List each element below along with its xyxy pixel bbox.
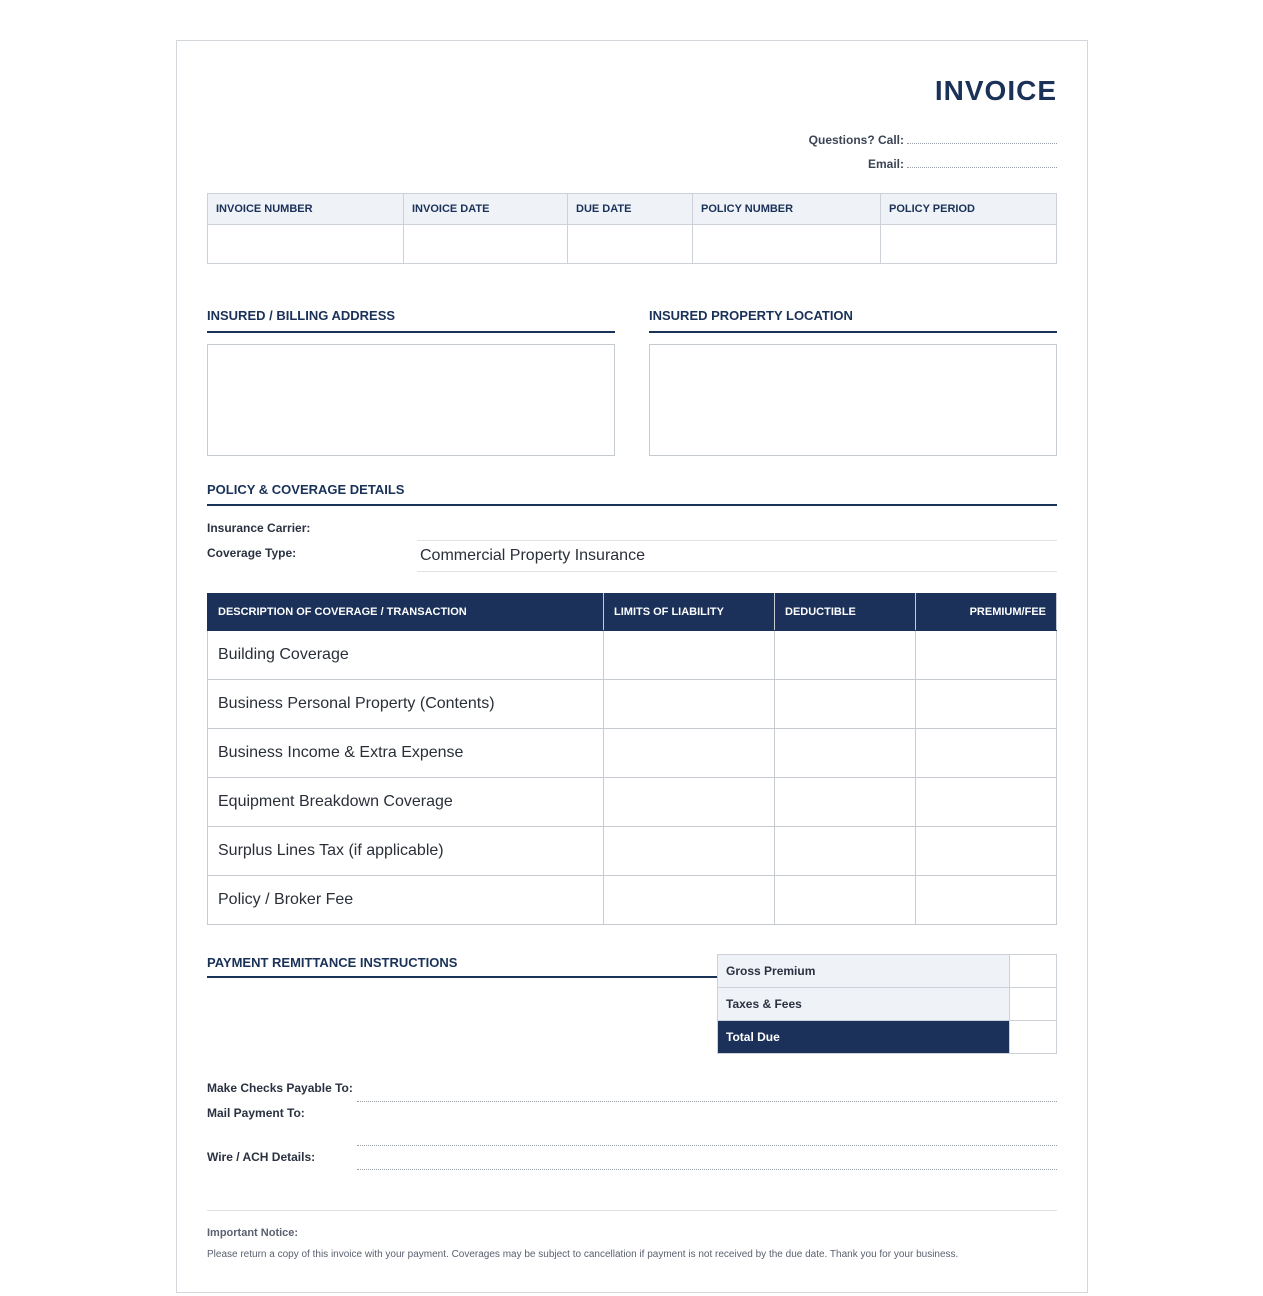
deductible-cell[interactable]: [775, 778, 916, 827]
coverage-table: [207, 593, 1057, 925]
table-row: [208, 680, 1057, 729]
policy-details-rule: [207, 504, 1057, 506]
checks-payable-field[interactable]: [357, 1101, 1057, 1102]
premium-cell[interactable]: [916, 778, 1057, 827]
wire-ach-label: Wire / ACH Details:: [207, 1150, 316, 1164]
coverage-description: Policy / Broker Fee: [208, 876, 604, 925]
notice-divider: [207, 1210, 1057, 1211]
table-row: [208, 631, 1057, 680]
coverage-description: Equipment Breakdown Coverage: [208, 778, 604, 827]
col-limits: LIMITS OF LIABILITY: [604, 594, 775, 631]
policy-period-cell[interactable]: [881, 225, 1057, 264]
premium-cell[interactable]: [916, 680, 1057, 729]
gross-premium-value[interactable]: [1010, 955, 1057, 988]
header-policy-number: POLICY NUMBER: [693, 194, 881, 225]
coverage-type-value[interactable]: Commercial Property Insurance: [420, 547, 645, 564]
limits-cell[interactable]: [604, 876, 775, 925]
total-due-value[interactable]: [1010, 1021, 1057, 1054]
limits-cell[interactable]: [604, 778, 775, 827]
coverage-description: Business Income & Extra Expense: [208, 729, 604, 778]
deductible-cell[interactable]: [775, 827, 916, 876]
coverage-description: Building Coverage: [208, 631, 604, 680]
coverage-description: Surplus Lines Tax (if applicable): [208, 827, 604, 876]
table-row: [208, 876, 1057, 925]
due-date-cell[interactable]: [568, 225, 693, 264]
deductible-cell[interactable]: [775, 876, 916, 925]
premium-cell[interactable]: [916, 876, 1057, 925]
invoice-date-cell[interactable]: [404, 225, 568, 264]
coverage-description: Business Personal Property (Contents): [208, 680, 604, 729]
insurance-carrier-label: Insurance Carrier:: [207, 521, 311, 535]
totals-table: [717, 954, 1057, 1054]
invoice-title: INVOICE: [934, 75, 1057, 106]
mail-payment-label: Mail Payment To:: [207, 1106, 305, 1120]
limits-cell[interactable]: [604, 680, 775, 729]
header-invoice-number: INVOICE NUMBER: [208, 194, 404, 225]
property-location-rule: [649, 331, 1057, 333]
billing-address-box[interactable]: [207, 344, 615, 456]
premium-cell[interactable]: [916, 827, 1057, 876]
email-field[interactable]: [907, 167, 1057, 168]
payment-instructions-title: PAYMENT REMITTANCE INSTRUCTIONS: [207, 955, 458, 970]
table-row: [208, 729, 1057, 778]
questions-call-label: Questions? Call:: [808, 133, 904, 147]
billing-address-rule: [207, 331, 615, 333]
limits-cell[interactable]: [604, 827, 775, 876]
col-description: DESCRIPTION OF COVERAGE / TRANSACTION: [208, 594, 604, 631]
invoice-header-table: [207, 193, 1057, 264]
taxes-fees-value[interactable]: [1010, 988, 1057, 1021]
col-deductible: DEDUCTIBLE: [775, 594, 916, 631]
header-due-date: DUE DATE: [568, 194, 693, 225]
taxes-fees-label: Taxes & Fees: [718, 988, 1010, 1021]
limits-cell[interactable]: [604, 631, 775, 680]
property-location-title: INSURED PROPERTY LOCATION: [649, 308, 853, 323]
insurance-carrier-field[interactable]: [417, 540, 1057, 541]
wire-ach-field[interactable]: [357, 1169, 1057, 1170]
header-invoice-date: INVOICE DATE: [404, 194, 568, 225]
col-premium: PREMIUM/FEE: [916, 594, 1057, 631]
table-row: [208, 778, 1057, 827]
premium-cell[interactable]: [916, 729, 1057, 778]
limits-cell[interactable]: [604, 729, 775, 778]
deductible-cell[interactable]: [775, 631, 916, 680]
notice-title: Important Notice:: [207, 1227, 299, 1239]
policy-details-title: POLICY & COVERAGE DETAILS: [207, 482, 405, 497]
gross-premium-label: Gross Premium: [718, 955, 1010, 988]
header-policy-period: POLICY PERIOD: [881, 194, 1057, 225]
mail-payment-field[interactable]: [357, 1145, 1057, 1146]
email-label: Email:: [867, 157, 904, 171]
notice-text: Please return a copy of this invoice with your payment. Coverages may be subject to cancellation if payment is not received by the due date. Thank you for your business.: [207, 1249, 959, 1260]
coverage-type-rule: [417, 571, 1057, 572]
property-location-box[interactable]: [649, 344, 1057, 456]
policy-number-cell[interactable]: [693, 225, 881, 264]
deductible-cell[interactable]: [775, 729, 916, 778]
total-due-label: Total Due: [718, 1021, 1010, 1054]
premium-cell[interactable]: [916, 631, 1057, 680]
invoice-page: [176, 40, 1088, 1293]
phone-field[interactable]: [907, 143, 1057, 144]
invoice-number-cell[interactable]: [208, 225, 404, 264]
billing-address-title: INSURED / BILLING ADDRESS: [207, 308, 396, 323]
coverage-type-label: Coverage Type:: [207, 546, 297, 560]
deductible-cell[interactable]: [775, 680, 916, 729]
checks-payable-label: Make Checks Payable To:: [207, 1081, 353, 1095]
table-row: [208, 827, 1057, 876]
